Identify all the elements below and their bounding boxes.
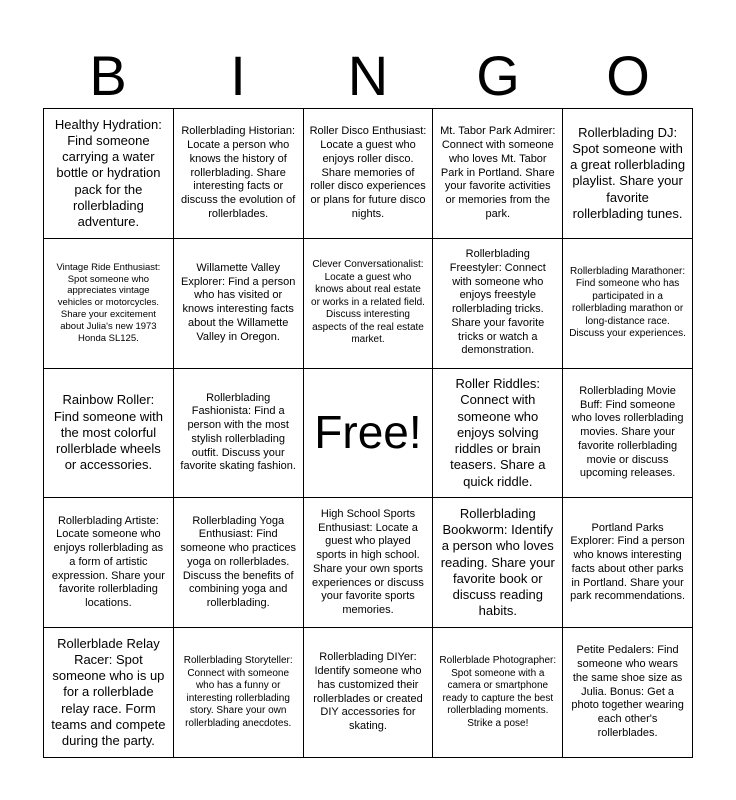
bingo-cell: Rollerblading Storyteller: Connect with someone who has a funny or interesting rollerblading story. Share your own rollerblading anecdotes. [174, 628, 304, 758]
bingo-cell: Petite Pedalers: Find someone who wears the same shoe size as Julia. Bonus: Get a photo together wearing each other's rollerblades. [563, 628, 693, 758]
bingo-cell: Rollerblading Marathoner: Find someone who has participated in a rollerblading marathon or long-distance race. Discuss your experiences. [563, 239, 693, 369]
bingo-cell: High School Sports Enthusiast: Locate a guest who played sports in high school. Share your own sports experiences or discuss your favorite sports memories. [304, 498, 434, 628]
free-space: Free! [304, 369, 434, 499]
bingo-cell: Rollerblading Fashionista: Find a person with the most stylish rollerblading outfit. Discuss your favorite skating fashion. [174, 369, 304, 499]
header-letter-b: B [89, 44, 127, 107]
bingo-cell: Rollerblading DJ: Spot someone with a great rollerblading playlist. Share your favorite rollerblading tunes. [563, 109, 693, 239]
bingo-cell: Willamette Valley Explorer: Find a person who has visited or knows interesting facts about the Willamette Valley in Oregon. [174, 239, 304, 369]
bingo-cell: Clever Conversationalist: Locate a guest who knows about real estate or works in a related field. Discuss interesting aspects of the real estate market. [304, 239, 434, 369]
header-letter-n: N [347, 44, 389, 107]
bingo-grid [43, 108, 693, 758]
bingo-cell: Roller Riddles: Connect with someone who enjoys solving riddles or brain teasers. Share a quick riddle. [433, 369, 563, 499]
bingo-cell: Rollerblading Movie Buff: Find someone who loves rollerblading movies. Share your favorite rollerblading movie or discuss upcoming releases. [563, 369, 693, 499]
header-letter-o: O [606, 44, 650, 107]
bingo-cell: Rollerblading Freestyler: Connect with someone who enjoys freestyle rollerblading tricks. Share your favorite tricks or watch a demonstration. [433, 239, 563, 369]
bingo-cell: Rainbow Roller: Find someone with the most colorful rollerblade wheels or accessories. [44, 369, 174, 499]
bingo-cell: Roller Disco Enthusiast: Locate a guest who enjoys roller disco. Share memories of roller disco experiences or plans for future disco nights. [304, 109, 434, 239]
bingo-cell: Vintage Ride Enthusiast: Spot someone who appreciates vintage vehicles or motorcycles. Share your excitement about Julia's new 1973 Honda SL125. [44, 239, 174, 369]
bingo-header [43, 44, 693, 108]
bingo-cell: Rollerblading Bookworm: Identify a person who loves reading. Share your favorite book or discuss reading habits. [433, 498, 563, 628]
bingo-cell: Rollerblading Historian: Locate a person who knows the history of rollerblading. Share interesting facts or discuss the evolution of rollerblades. [174, 109, 304, 239]
bingo-cell: Rollerblade Relay Racer: Spot someone who is up for a rollerblade relay race. Form teams and compete during the party. [44, 628, 174, 758]
bingo-cell: Portland Parks Explorer: Find a person who knows interesting facts about other parks in Portland. Share your park recommendations. [563, 498, 693, 628]
bingo-cell: Rollerblading Yoga Enthusiast: Find someone who practices yoga on rollerblades. Discuss the benefits of combining yoga and rollerblading. [174, 498, 304, 628]
bingo-cell: Mt. Tabor Park Admirer: Connect with someone who loves Mt. Tabor Park in Portland. Share your favorite activities or memories from the park. [433, 109, 563, 239]
header-letter-i: I [230, 44, 246, 107]
bingo-cell: Rollerblading DIYer: Identify someone who has customized their rollerblades or created DIY accessories for skating. [304, 628, 434, 758]
header-letter-g: G [476, 44, 520, 107]
bingo-cell: Rollerblade Photographer: Spot someone with a camera or smartphone ready to capture the best rollerblading moments. Strike a pose! [433, 628, 563, 758]
bingo-cell: Healthy Hydration: Find someone carrying a water bottle or hydration pack for the rollerblading adventure. [44, 109, 174, 239]
bingo-cell: Rollerblading Artiste: Locate someone who enjoys rollerblading as a form of artistic expression. Share your favorite rollerblading locations. [44, 498, 174, 628]
